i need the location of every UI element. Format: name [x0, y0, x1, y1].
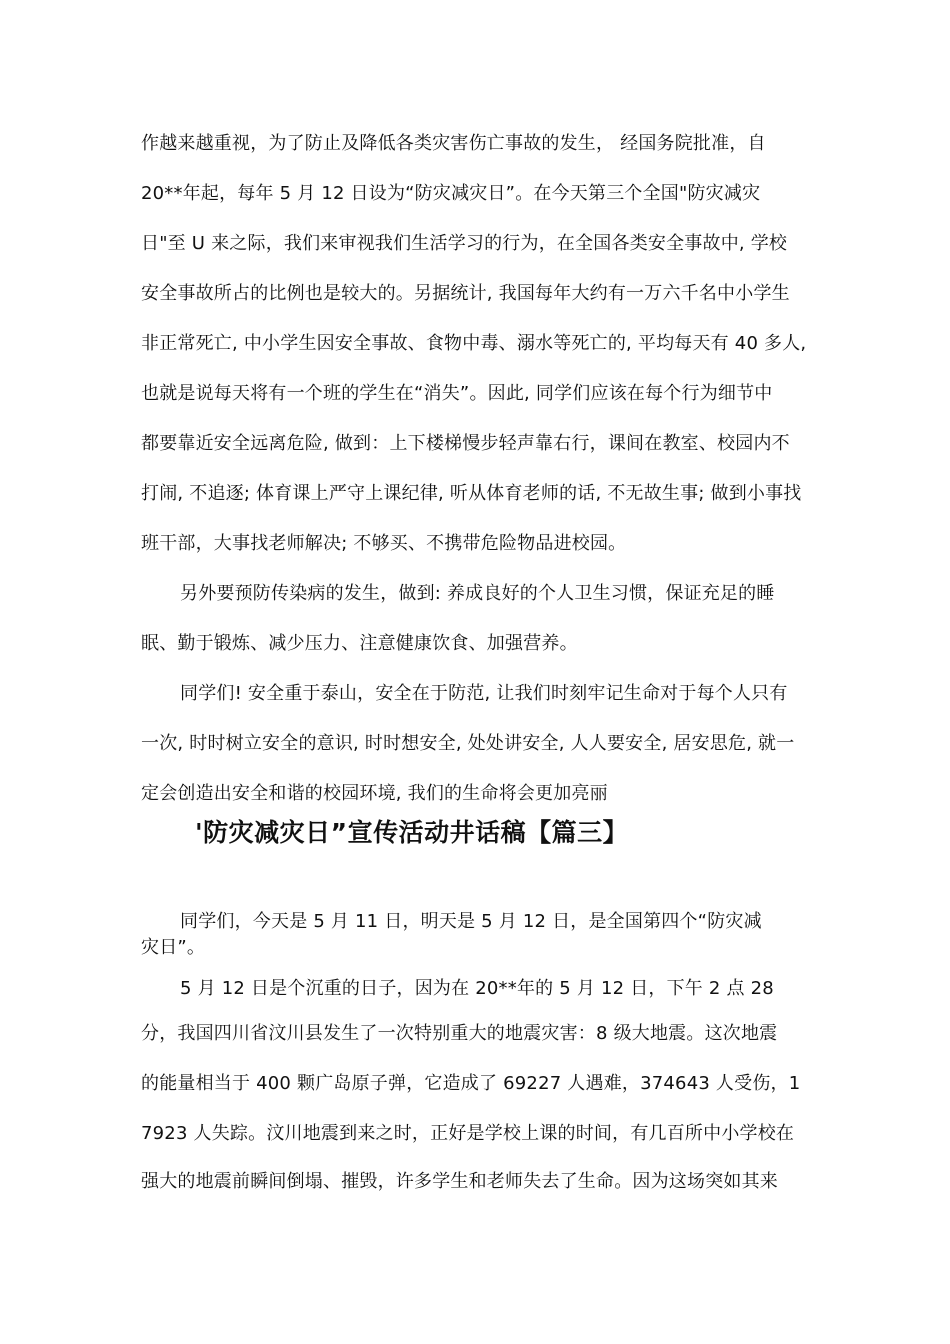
text-line: 日"至 U 来之际，我们来审视我们生活学习的行为，在全国各类安全事故中, 学校	[141, 233, 788, 254]
text-line: 20**年起，每年 5 月 12 日设为“防灾减灾日”。在今天第三个全国"防灾减灾	[141, 183, 761, 204]
text-line: 安全事故所占的比例也是较大的。另据统计, 我国每年大约有一万六千名中小学生	[141, 283, 790, 304]
text-line: 作越来越重视，为了防止及降低各类灾害伤亡事故的发生， 经国务院批准，自	[141, 133, 766, 154]
text-line: 眠、勤于锻炼、减少压力、注意健康饮食、加强营养。	[141, 633, 578, 654]
text-line: 另外要预防传染病的发生，做到: 养成良好的个人卫生习惯，保证充足的睡	[180, 583, 775, 604]
text-line: 非正常死亡, 中小学生因安全事故、食物中毒、溺水等死亡的, 平均每天有 40 多人,	[141, 333, 807, 354]
text-line: 一次, 时时树立安全的意识, 时时想安全, 处处讲安全, 人人要安全, 居安思危, 就一	[141, 733, 795, 754]
text-line: 分，我国四川省汶川县发生了一次特别重大的地震灾害：8 级大地震。这次地震	[141, 1023, 778, 1044]
section-heading: '防灾减灾日”宣传活动井话稿【篇三】	[195, 818, 629, 847]
text-line: 也就是说每天将有一个班的学生在“消失”。因此, 同学们应该在每个行为细节中	[141, 383, 773, 404]
text-line: 定会创造出安全和谐的校园环境, 我们的生命将会更加亮丽	[141, 783, 608, 804]
text-line: 的能量相当于 400 颗广岛原子弹，它造成了 69227 人遇难，374643 人受伤，1	[141, 1073, 801, 1094]
text-line: 强大的地震前瞬间倒塌、摧毁，许多学生和老师失去了生命。因为这场突如其来	[141, 1171, 778, 1192]
text-line: 都要靠近安全远离危险, 做到：上下楼梯慢步轻声靠右行，课间在教室、校园内不	[141, 433, 790, 454]
text-line: 灾日”。	[141, 937, 206, 958]
text-line: 5 月 12 日是个沉重的日子，因为在 20**年的 5 月 12 日，下午 2 点 28	[180, 978, 774, 999]
text-line: 打闹, 不追逐; 体育课上严守上课纪律, 听从体育老师的话, 不无故生事; 做到小事找	[141, 483, 802, 504]
text-line: 班干部，大事找老师解决; 不够买、不携带危险物品进校园。	[141, 533, 627, 554]
text-line: 同学们! 安全重于泰山，安全在于防范, 让我们时刻牢记生命对于每个人只有	[180, 683, 788, 704]
text-line: 7923 人失踪。汶川地震到来之时，正好是学校上课的时间，有几百所中小学校在	[141, 1123, 795, 1144]
text-line: 同学们，今天是 5 月 11 日，明天是 5 月 12 日，是全国第四个“防灾减	[180, 911, 762, 932]
